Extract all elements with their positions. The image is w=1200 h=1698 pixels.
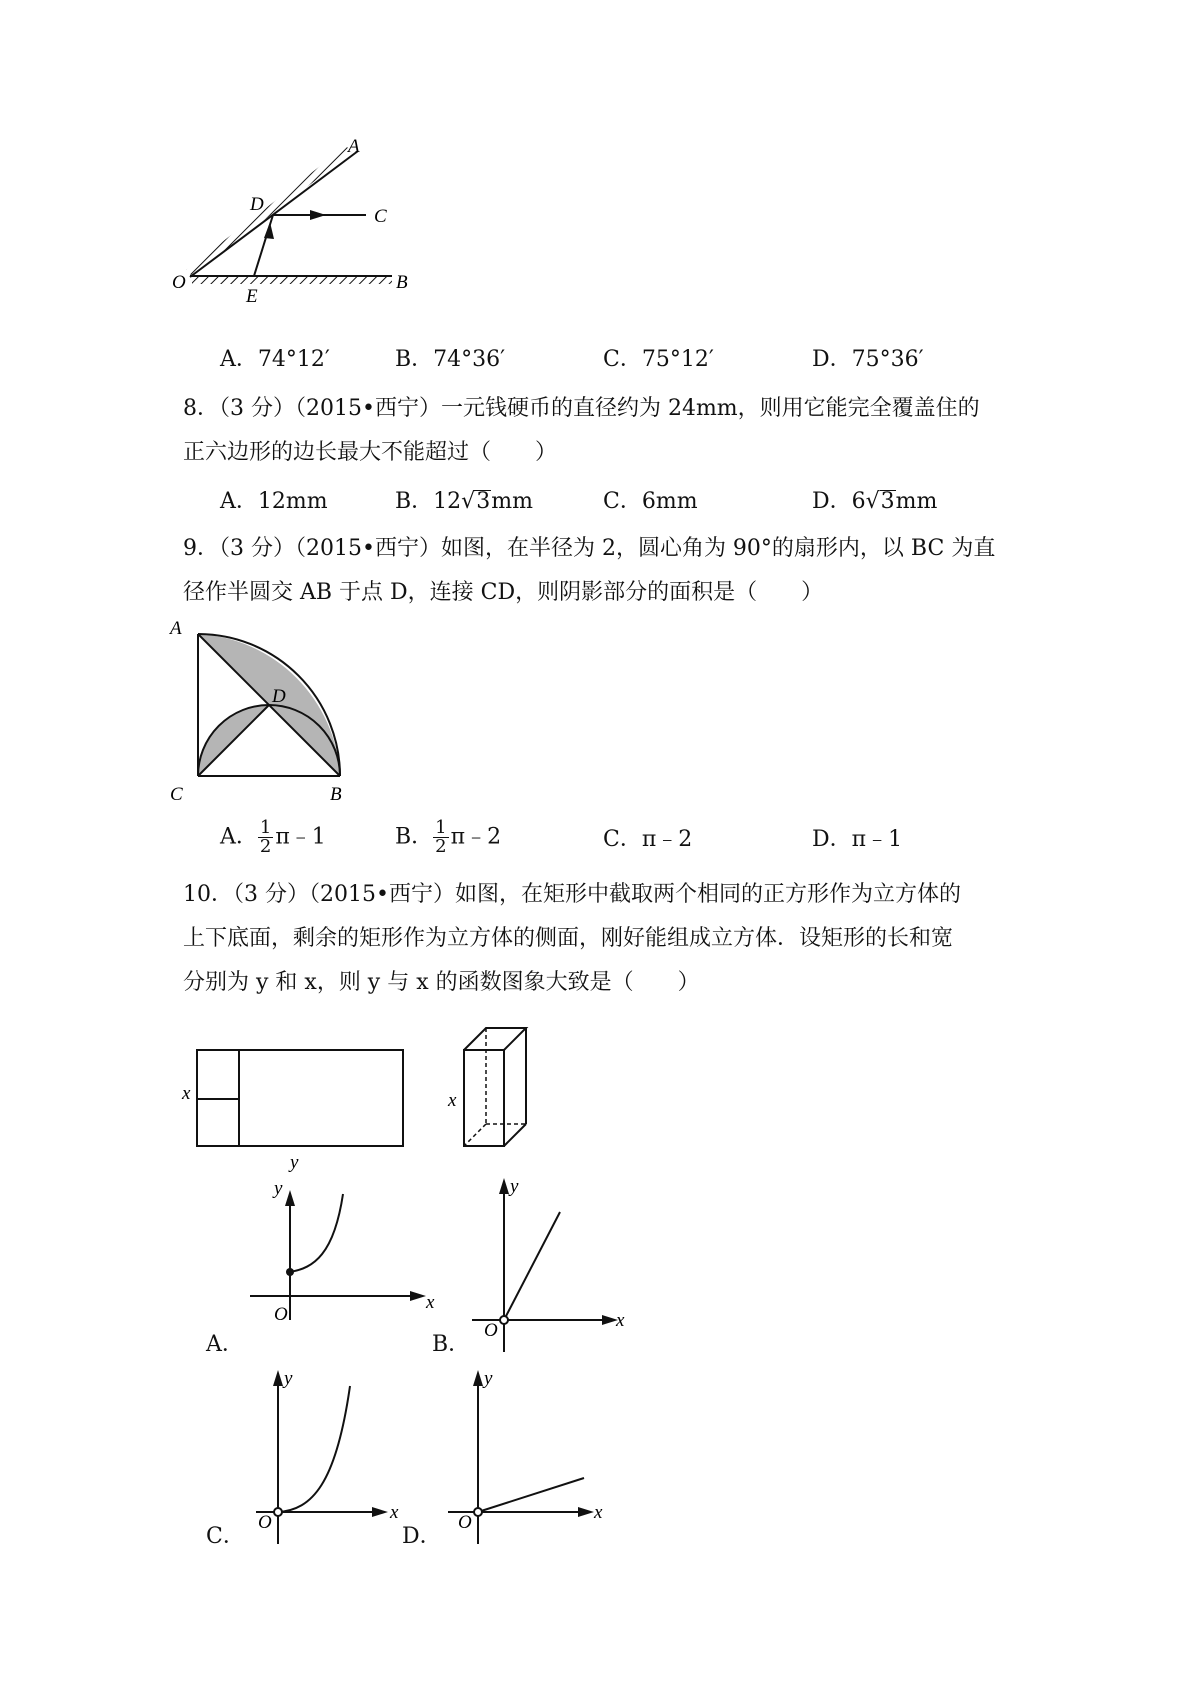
x-axis-arrow [578, 1507, 594, 1517]
cuboid-hidden-diagonal [464, 1124, 486, 1146]
label-o: O [274, 1304, 288, 1325]
q8-option-b: B．12√3mm [395, 489, 533, 514]
open-point [474, 1508, 482, 1516]
label-o: O [458, 1512, 472, 1533]
line [478, 1478, 584, 1512]
graph-a-letter: A． [206, 1332, 244, 1357]
graph-a [244, 1178, 440, 1334]
q10-stem-line3: 分别为 y 和 x，则 y 与 x 的函数图象大致是（ ） [183, 970, 700, 995]
label-y: y [284, 1368, 293, 1389]
q7-option-b: B．74°36′ [395, 347, 506, 372]
graph-b-letter: B． [432, 1332, 471, 1357]
label-y: y [510, 1176, 519, 1197]
label-c: C [374, 206, 387, 227]
y-axis-arrow [499, 1178, 509, 1194]
graph-b [464, 1172, 636, 1356]
curve [278, 1386, 350, 1512]
x-axis-arrow [372, 1507, 388, 1517]
label-x: x [448, 1090, 457, 1111]
q10-stem-line2: 上下底面，剩余的矩形作为立方体的侧面，刚好能组成立方体．设矩形的长和宽 [183, 926, 954, 951]
q8-option-a: A．12mm [220, 489, 328, 514]
label-d: D [250, 194, 264, 215]
label-x: x [426, 1292, 435, 1313]
curve [290, 1194, 343, 1272]
q9-stem-line1: 9．（3 分）（2015•西宁）如图，在半径为 2，圆心角为 90°的扇形内，以 BC 为直 [183, 536, 996, 561]
label-x: x [616, 1310, 625, 1331]
x-axis-arrow [410, 1291, 426, 1301]
q9-stem-line2: 径作半圆交 AB 于点 D，连接 CD，则阴影部分的面积是（ ） [183, 580, 824, 605]
label-y: y [290, 1152, 299, 1173]
label-d: D [272, 686, 286, 707]
label-a: A [348, 136, 360, 157]
label-a: A [170, 618, 182, 639]
graph-c-letter: C． [206, 1524, 245, 1549]
q9-figure [170, 618, 356, 806]
q8-option-d: D．6√3mm [812, 489, 938, 514]
graph-c [252, 1364, 416, 1548]
cuboid-front [464, 1050, 504, 1146]
q9-option-a: A． $\frac{1}{2}$ π﹣1 [220, 817, 326, 857]
label-y: y [484, 1368, 493, 1389]
y-axis-arrow [273, 1370, 283, 1386]
q7-option-c: C．75°12′ [603, 347, 714, 372]
label-y: y [274, 1178, 283, 1199]
solid-point [286, 1268, 294, 1276]
q8-stem-line2: 正六边形的边长最大不能超过（ ） [183, 440, 558, 465]
mirror-ob-hatch [192, 276, 392, 284]
q10-cuboid-figure [444, 1018, 540, 1158]
label-x: x [594, 1502, 603, 1523]
q10-rectangle-figure [178, 1040, 414, 1172]
line [504, 1212, 560, 1320]
q9-option-d: D．π﹣1 [812, 827, 903, 852]
label-o: O [172, 272, 186, 293]
y-axis-arrow [473, 1370, 483, 1386]
label-o: O [484, 1320, 498, 1341]
graph-d-letter: D． [402, 1524, 442, 1549]
ray-dc-arrow [310, 210, 326, 220]
label-b: B [396, 272, 408, 293]
mirror-oa-hatch [186, 146, 352, 276]
label-x: x [390, 1502, 399, 1523]
label-o: O [258, 1512, 272, 1533]
q8-stem-line1: 8．（3 分）（2015•西宁）一元钱硬币的直径约为 24mm，则用它能完全覆盖住的 [183, 396, 980, 421]
q7-option-d: D．75°36′ [812, 347, 924, 372]
q8-option-c: C．6mm [603, 489, 698, 514]
label-x: x [182, 1083, 191, 1104]
label-c: C [170, 784, 183, 805]
q9-option-c: C．π﹣2 [603, 827, 693, 852]
open-point [274, 1508, 282, 1516]
q7-option-a: A．74°12′ [220, 347, 330, 372]
cuboid-bottom-right [504, 1124, 526, 1146]
q7-figure [172, 136, 440, 328]
graph-d [444, 1364, 614, 1548]
q9-option-b: B． $\frac{1}{2}$ π﹣2 [395, 817, 502, 857]
label-e: E [246, 286, 258, 307]
y-axis-arrow [285, 1190, 295, 1206]
q10-stem-line1: 10．（3 分）（2015•西宁）如图，在矩形中截取两个相同的正方形作为立方体的 [183, 882, 961, 907]
cuboid-top [464, 1028, 526, 1050]
label-b: B [330, 784, 342, 805]
open-point [500, 1316, 508, 1324]
